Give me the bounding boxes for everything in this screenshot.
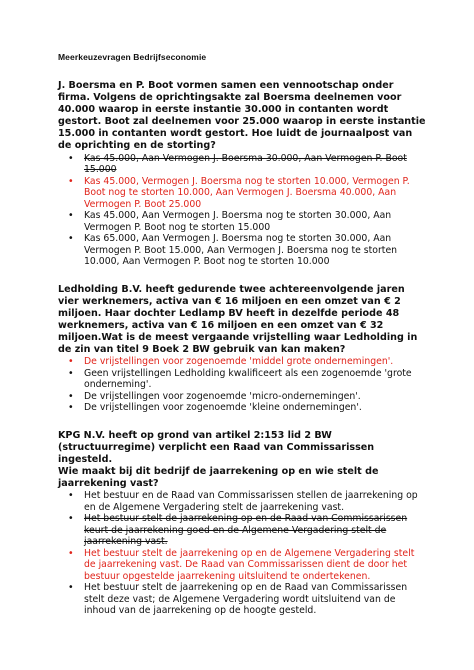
answer-list <box>58 490 428 617</box>
answer-option: • Het bestuur stelt de jaarrekening op en de Raad van Commissarissen stelt deze vast; de Algemene Vergadering wordt uitsluitend van de inhoud van de jaarrekening op de hoogte gesteld. <box>66 582 428 617</box>
answer-option: • Kas 45.000, Aan Vermogen J. Boersma nog te storten 30.000, Aan Vermogen P. Boot nog te storten 15.000 <box>66 210 428 233</box>
answer-option: • Het bestuur stelt de jaarrekening op en de Algemene Vergadering stelt de jaarrekening vast. De Raad van Commissarissen dient de door het bestuur opgestelde jaarrekening uitsluitend te ondertekenen. <box>66 548 428 583</box>
document-title: Meerkeuzevragen Bedrijfseconomie <box>58 52 207 62</box>
answer-list <box>58 153 428 268</box>
question-block <box>58 80 428 268</box>
answer-option: • Kas 45.000, Vermogen J. Boersma nog te storten 10.000, Vermogen P. Boot nog te storten 10.000, Aan Vermogen J. Boersma 40.000, Aan Vermogen P. Boot 25.000 <box>66 176 428 211</box>
question-block <box>58 430 428 617</box>
answer-option: • Kas 65.000, Aan Vermogen J. Boersma nog te storten 30.000, Aan Vermogen P. Boot 15.000, Aan Vermogen J. Boersma nog te storten 10.000, Aan Vermogen P. Boot nog te storten 10.000 <box>66 233 428 268</box>
answer-list <box>58 356 428 414</box>
answer-option: • De vrijstellingen voor zogenoemde 'middel grote ondernemingen'. <box>66 356 428 368</box>
question-text: KPG N.V. heeft op grond van artikel 2:153 lid 2 BW (structuurregime) verplicht een Raad van Commissarissen ingesteld. Wie maakt bij dit bedrijf de jaarrekening op en wie stelt de jaarrekening vast? <box>58 429 379 489</box>
document-page <box>58 52 428 633</box>
answer-option: • Het bestuur stelt de jaarrekening op en de Raad van Commissarissen keurt de jaarrekening goed en de Algemene Vergadering stelt de jaarrekening vast. <box>66 513 428 548</box>
question-text: Ledholding B.V. heeft gedurende twee achtereenvolgende jaren vier werknemers, activa van € 16 miljoen en een omzet van € 2 miljoen. Haar dochter Ledlamp BV heeft in dezelfde periode 48 werknemers, activa van € 16 miljoen en een omzet van € 32 miljoen.Wat is de meest vergaande vrijstelling waar Ledholding in de zin van titel 9 Boek 2 BW gebruik van kan maken? <box>58 283 418 356</box>
answer-option: • De vrijstellingen voor zogenoemde 'kleine ondernemingen'. <box>66 402 428 414</box>
answer-option: • De vrijstellingen voor zogenoemde 'micro-ondernemingen'. <box>66 391 428 403</box>
answer-option: • Kas 45.000, Aan Vermogen J. Boersma 30.000, Aan Vermogen P. Boot 15.000 <box>66 153 428 176</box>
question-text: J. Boersma en P. Boot vormen samen een vennootschap onder firma. Volgens de oprichtingsakte zal Boersma deelnemen voor 40.000 waarop in eerste instantie 30.000 in contanten wordt gestort. Boot zal deelnemen voor 25.000 waarop in eerste instantie 15.000 in contanten wordt gestort. Hoe luidt de journaalpost van de oprichting en de storting? <box>58 80 426 152</box>
answer-option: • Het bestuur en de Raad van Commissarissen stellen de jaarrekening op en de Algemene Vergadering stelt de jaarrekening vast. <box>66 490 428 513</box>
answer-option: • Geen vrijstellingen Ledholding kwalificeert als een zogenoemde 'grote onderneming'. <box>66 368 428 391</box>
question-block <box>58 284 428 414</box>
